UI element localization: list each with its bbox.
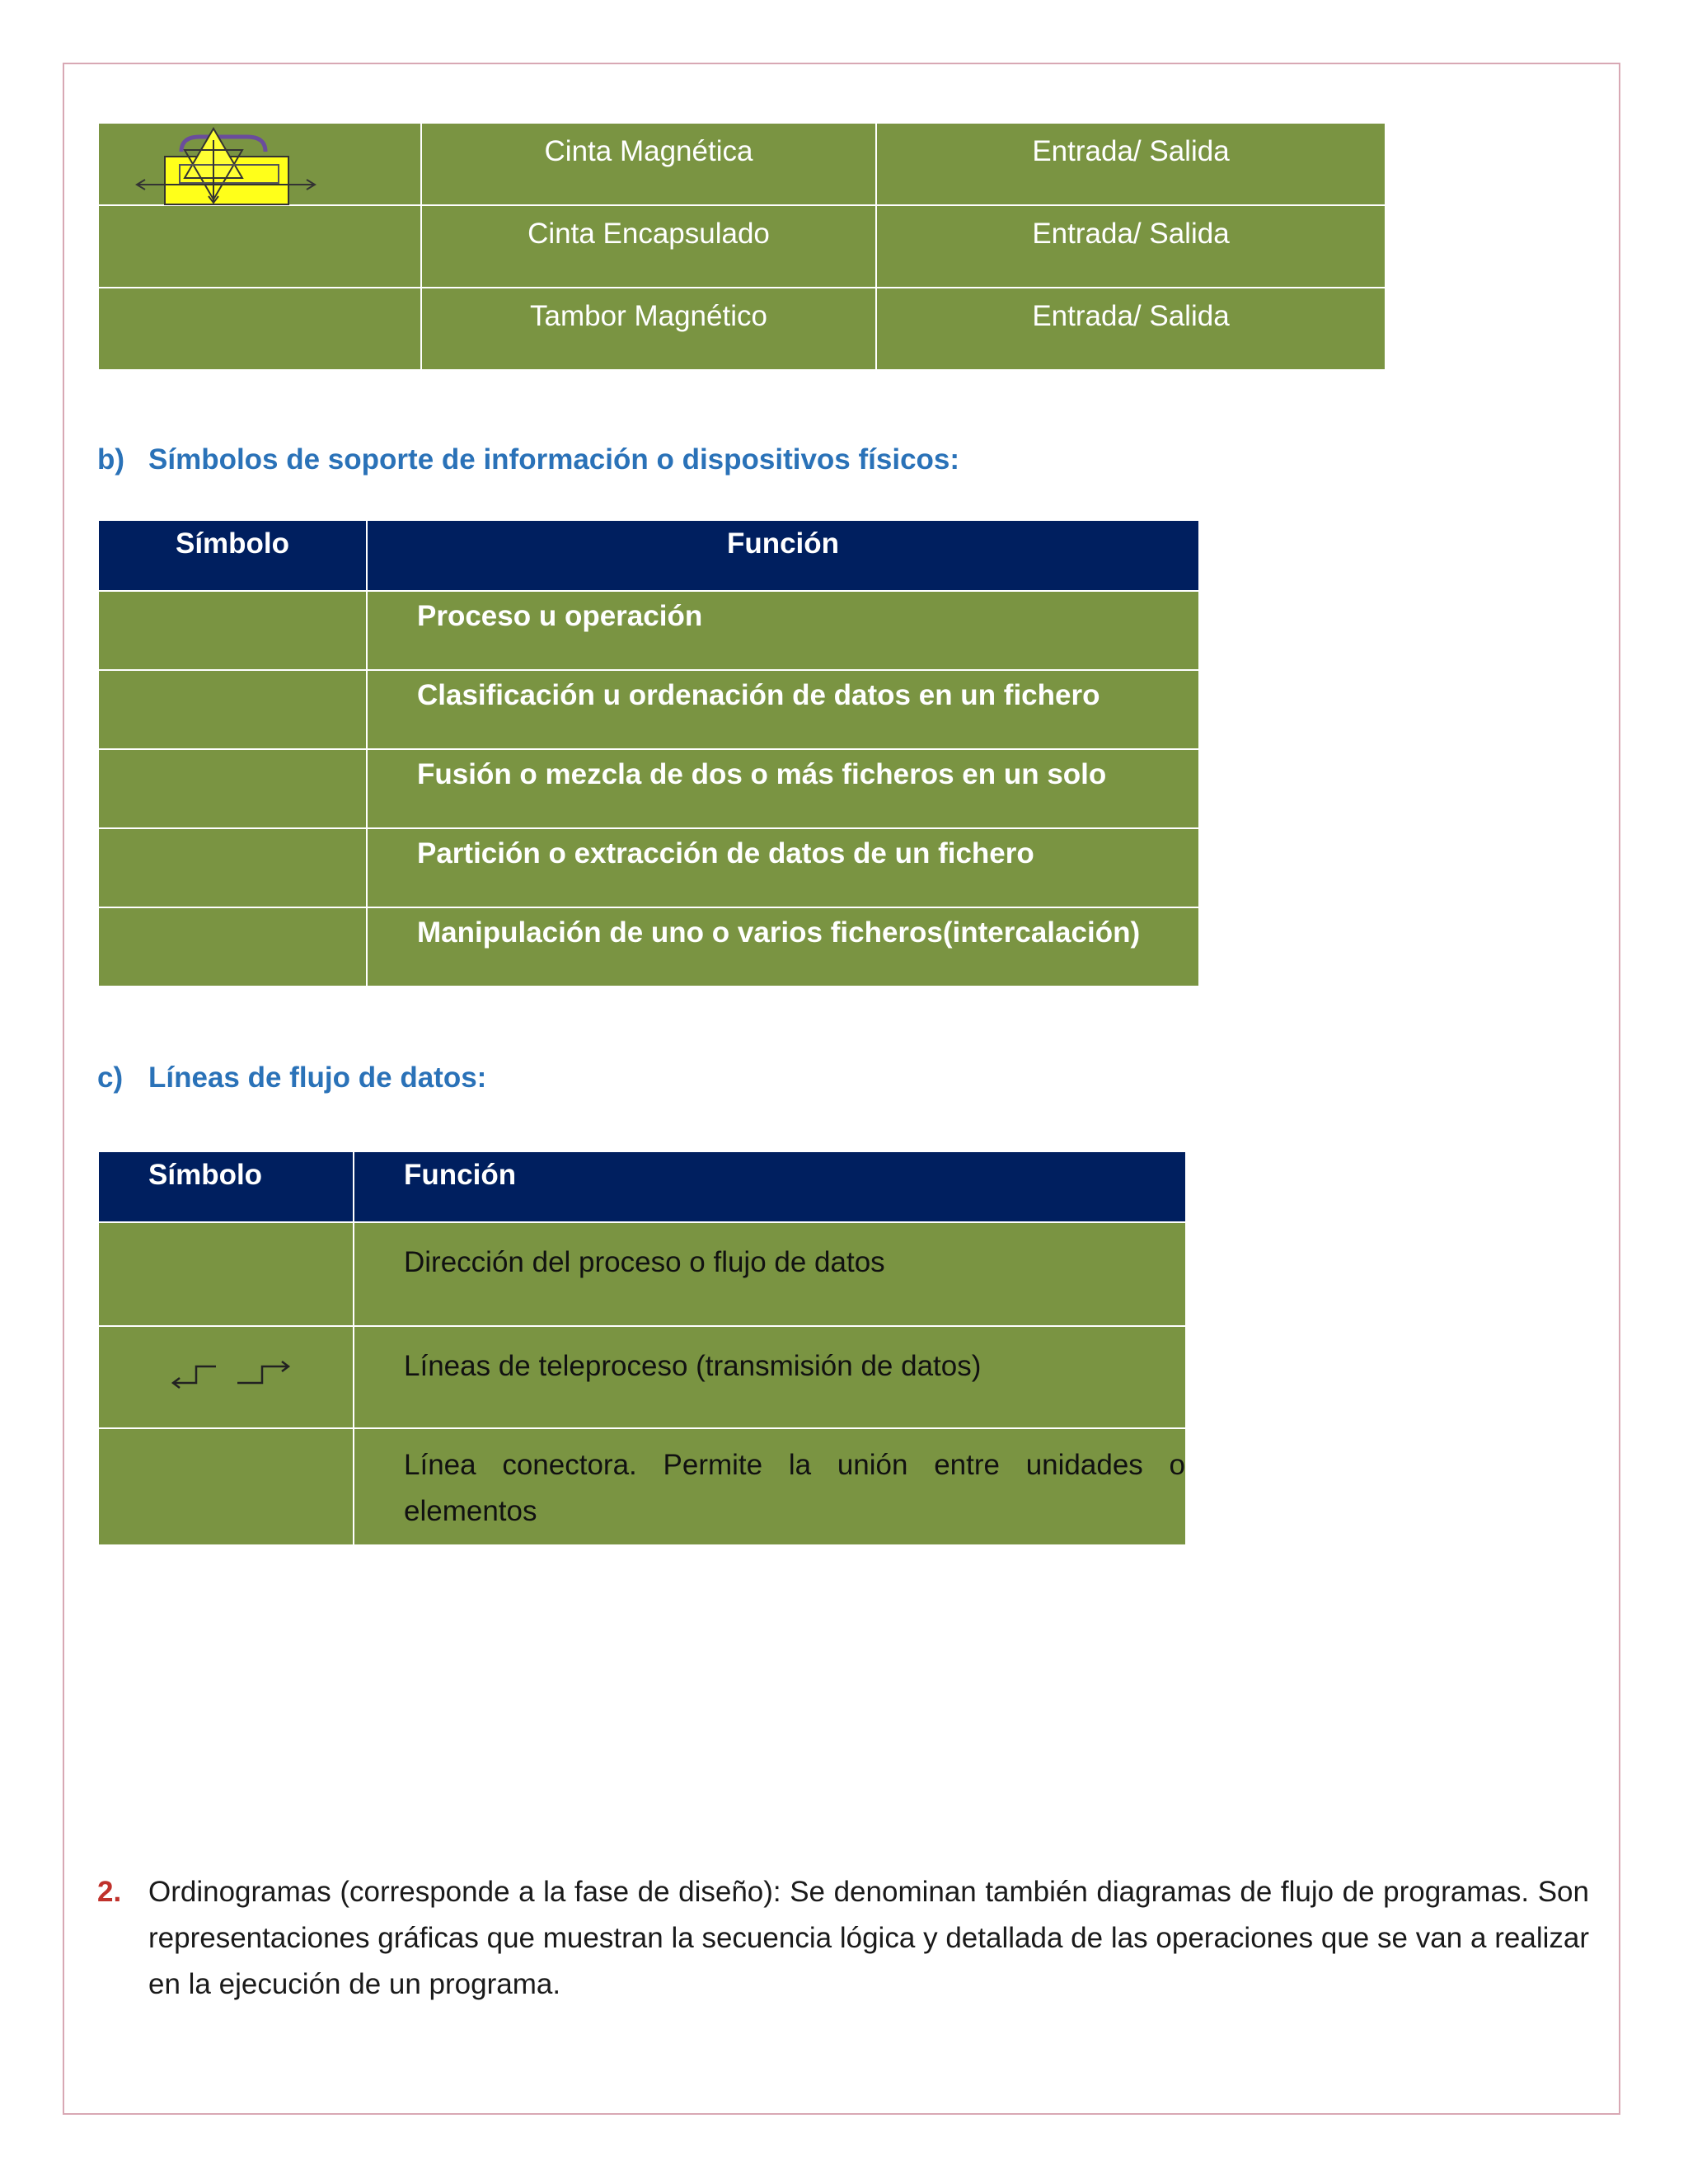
symbol-cell — [98, 907, 367, 987]
device-type-cell: Entrada/ Salida — [876, 205, 1386, 288]
section-c-title: Líneas de flujo de datos: — [148, 1062, 487, 1094]
function-cell: Proceso u operación — [367, 591, 1199, 670]
function-cell: Clasificación u ordenación de datos en un fichero — [367, 670, 1199, 749]
item-number: 2. — [97, 1876, 122, 1908]
device-name-cell: Cinta Encapsulado — [421, 205, 876, 288]
function-cell: Dirección del proceso o flujo de datos — [354, 1222, 1186, 1326]
symbol-cell — [98, 670, 367, 749]
table-row — [98, 828, 1199, 907]
device-type-cell: Entrada/ Salida — [876, 123, 1386, 205]
section-c-heading — [97, 1062, 486, 1094]
teleprocess-line-icon — [165, 1348, 330, 1398]
symbol-cell — [98, 1326, 354, 1428]
function-cell: Líneas de teleproceso (transmisión de datos) — [354, 1326, 1186, 1428]
header-symbol: Símbolo — [98, 520, 367, 591]
flow-lines-table — [97, 1151, 1187, 1546]
section-c-label: c) — [97, 1062, 124, 1094]
device-type-cell: Entrada/ Salida — [876, 288, 1386, 370]
symbol-cell — [98, 1428, 354, 1545]
device-name-cell: Tambor Magnético — [421, 288, 876, 370]
symbol-cell — [98, 749, 367, 828]
header-function: Función — [367, 520, 1199, 591]
table-row — [98, 1428, 1186, 1545]
section-b-title: Símbolos de soporte de información o dispositivos físicos: — [148, 443, 960, 476]
function-cell: Línea conectora. Permite la unión entre unidades o elementos — [354, 1428, 1186, 1545]
function-cell: Partición o extracción de datos de un fichero — [367, 828, 1199, 907]
device-name-cell: Cinta Magnética — [421, 123, 876, 205]
function-cell: Fusión o mezcla de dos o más ficheros en un solo — [367, 749, 1199, 828]
flowchart-symbols-icon — [132, 124, 321, 214]
function-cell: Manipulación de uno o varios ficheros(intercalación) — [367, 907, 1199, 987]
table-row — [98, 1326, 1186, 1428]
item-text: Ordinogramas (corresponde a la fase de diseño): Se denominan también diagramas de flujo de programas. Son representaciones gráficas que muestran la secuencia lógica y detallada de las operaciones que se van a realizar en la ejecución de un programa. — [148, 1876, 1589, 2000]
section-b-heading — [97, 443, 959, 476]
table-row — [98, 749, 1199, 828]
table-row — [98, 1222, 1186, 1326]
ordinogram-paragraph — [97, 1869, 1589, 2008]
symbol-cell — [98, 1222, 354, 1326]
symbol-cell — [98, 205, 421, 288]
table-row — [98, 288, 1386, 370]
table-header-row — [98, 1151, 1186, 1222]
table-row — [98, 670, 1199, 749]
table-row — [98, 591, 1199, 670]
header-symbol: Símbolo — [98, 1151, 354, 1222]
symbol-cell — [98, 591, 367, 670]
table-row — [98, 907, 1199, 987]
device-symbols-table — [97, 519, 1200, 987]
table-header-row — [98, 520, 1199, 591]
header-function: Función — [354, 1151, 1186, 1222]
symbol-cell — [98, 288, 421, 370]
section-b-label: b) — [97, 443, 125, 476]
table-row — [98, 205, 1386, 288]
symbol-cell — [98, 828, 367, 907]
